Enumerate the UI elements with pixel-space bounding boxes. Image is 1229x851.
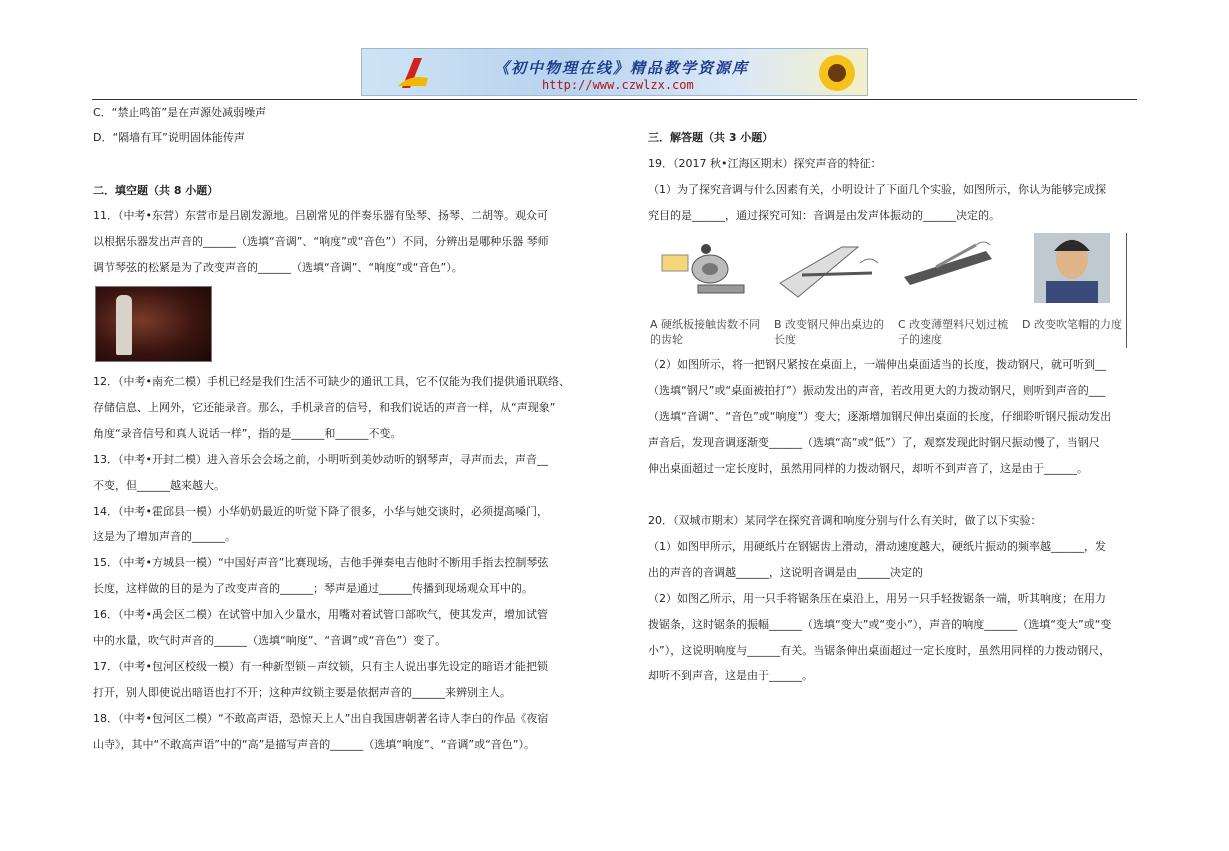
option-d: D．“隔墙有耳”说明固体能传声 xyxy=(93,131,245,144)
caption-b: B 改变钢尺伸出桌边的长度 xyxy=(774,318,885,346)
q19-line-1: 19．（2017 秋•江海区期末）探究声音的特征： xyxy=(648,157,882,170)
q12-line-3: 角度“录音信号和真人说话一样”，指的是______和______不变。 xyxy=(93,427,402,440)
section-heading-answer: 三．解答题（共 3 小题） xyxy=(648,131,774,144)
q15-line-1: 15．（中考•方城县一模）“中国好声音”比赛现场，吉他手弹奏电吉他时不断用手指去控制琴弦 xyxy=(93,556,549,569)
boy-blowing-icon xyxy=(1020,233,1124,313)
caption-d: D 改变吹笔帽的力度 xyxy=(1022,318,1122,331)
q19-part2-line-3: （选填“音调”、“音色”或“响度”）变大；逐渐增加钢尺伸出桌面的长度，仔细聆听钢尺振动发出 xyxy=(648,410,1112,423)
banner-url[interactable]: http://www.czwlzx.com xyxy=(542,78,694,92)
caption-c: C 改变薄塑料尺划过梳子的速度 xyxy=(898,318,1009,346)
q20-line-1: 20．（双城市期末）某同学在探究音调和响度分别与什么有关时，做了以下实验： xyxy=(648,514,1042,527)
figure-c xyxy=(896,233,1014,348)
q11-line-2: 以根据乐器发出声音的______（选填“音调”、“响度”或“音色”）不同，分辨出是哪种乐器 琴师 xyxy=(93,235,549,248)
figure-a xyxy=(648,233,766,348)
banner-title: 《初中物理在线》精品教学资源库 xyxy=(494,59,750,77)
q17-line-1: 17．（中考•包河区校级一模）有一种新型锁－声纹锁，只有主人说出事先设定的暗语才能把锁 xyxy=(93,660,548,673)
q14-line-2: 这是为了增加声音的______。 xyxy=(93,530,236,543)
q15-line-2: 长度，这样做的目的是为了改变声音的______；琴声是通过______传播到现场观众耳中的。 xyxy=(93,582,533,595)
q20-line-2: （1）如图甲所示，用硬纸片在钢锯齿上滑动，滑动速度越大，硬纸片振动的频率越______，发 xyxy=(648,540,1106,553)
gear-card-icon xyxy=(648,233,766,313)
option-c: C．“禁止鸣笛”是在声源处减弱噪声 xyxy=(93,106,267,119)
logo-icon xyxy=(392,56,432,90)
q20-line-5: 拨锯条，这时锯条的振幅______（选填“变大”或“变小”），声音的响度______（选填“变大”或“变 xyxy=(648,618,1112,631)
q20-line-4: （2）如图乙所示，用一只手将锯条压在桌沿上，用另一只手轻拨锯条一端，听其响度；在用力 xyxy=(648,592,1106,605)
q19-part2-line-1: （2）如图所示，将一把钢尺紧按在桌面上，一端伸出桌面适当的长度，拨动钢尺，就可听到__ xyxy=(648,358,1106,371)
q18-line-1: 18．（中考•包河区二模）“不敢高声语，恐惊天上人”出自我国唐朝著名诗人李白的作品《夜宿 xyxy=(93,712,549,725)
q13-line-2: 不变，但______越来越大。 xyxy=(93,479,225,492)
q18-line-2: 山寺》，其中“不敢高声语”中的“高”是描写声音的______（选填“响度”、“音调”或“音色”）。 xyxy=(93,738,535,751)
q17-line-2: 打开，别人即使说出暗语也打不开；这种声纹锁主要是依据声音的______来辨别主人。 xyxy=(93,686,511,699)
q20-line-3: 出的声音的音调越______，这说明音调是由______决定的 xyxy=(648,566,923,579)
q16-line-1: 16．（中考•禹会区二模）在试管中加入少量水，用嘴对着试管口部吹气，使其发声，增加试管 xyxy=(93,608,548,621)
sunflower-icon xyxy=(815,51,859,95)
q20-line-7: 却听不到声音，这是由于______。 xyxy=(648,669,813,682)
comb-ruler-icon xyxy=(896,233,1014,313)
q13-line-1: 13．（中考•开封二模）进入音乐会会场之前，小明听到美妙动听的钢琴声，寻声而去，声音__ xyxy=(93,453,548,466)
q16-line-2: 中的水量，吹气时声音的______（选填“响度”、“音调”或“音色”）变了。 xyxy=(93,634,447,647)
q14-line-1: 14．（中考•霍邱县一模）小华奶奶最近的听觉下降了很多，小华与她交谈时，必须提高嗓门， xyxy=(93,505,548,518)
section-heading-fill: 二．填空题（共 8 小题） xyxy=(93,184,219,197)
figure-d xyxy=(1020,233,1124,348)
header-banner xyxy=(361,48,868,96)
q19-line-2: （1）为了探究音调与什么因素有关，小明设计了下面几个实验，如图所示，你认为能够完成探 xyxy=(648,183,1106,196)
q19-line-3: 究目的是______，通过探究可知：音调是由发声体振动的______决定的。 xyxy=(648,209,1000,222)
opera-photo xyxy=(95,286,212,362)
q19-part2-line-2: （选填“钢尺”或“桌面被拍打”）振动发出的声音，若改用更大的力拨动钢尺，则听到声音的___ xyxy=(648,384,1106,397)
caption-a: A 硬纸板接触齿数不同的齿轮 xyxy=(650,318,761,346)
q20-line-6: 小”），这说明响度与______有关。当锯条伸出桌面超过一定长度时，虽然用同样的力拨动钢尺， xyxy=(648,644,1111,657)
q11-line-3: 调节琴弦的松紧是为了改变声音的______（选填“音调”、“响度”或“音色”）。 xyxy=(93,261,463,274)
q19-part2-line-4: 声音后，发现音调逐渐变______（选填“高”或“低”）了，观察发现此时钢尺振动慢了，当钢尺 xyxy=(648,436,1100,449)
q19-part2-line-5: 伸出桌面超过一定长度时，虽然用同样的力拨动钢尺，却听不到声音了，这是由于______。 xyxy=(648,462,1088,475)
header-rule xyxy=(92,99,1137,100)
ruler-table-icon xyxy=(772,233,890,313)
q12-line-2: 存储信息、上网外，它还能录音。那么，手机录音的信号，和我们说话的声音一样，从“声现象” xyxy=(93,401,556,414)
figure-b xyxy=(772,233,890,348)
experiment-figures xyxy=(648,233,1127,348)
q11-line-1: 11．（中考•东营）东营市是吕剧发源地。吕剧常见的伴奏乐器有坠琴、扬琴、二胡等。观众可 xyxy=(93,209,548,222)
q12-line-1: 12．（中考•南充二模）手机已经是我们生活不可缺少的通讯工具，它不仅能为我们提供通讯联络、 xyxy=(93,375,570,388)
